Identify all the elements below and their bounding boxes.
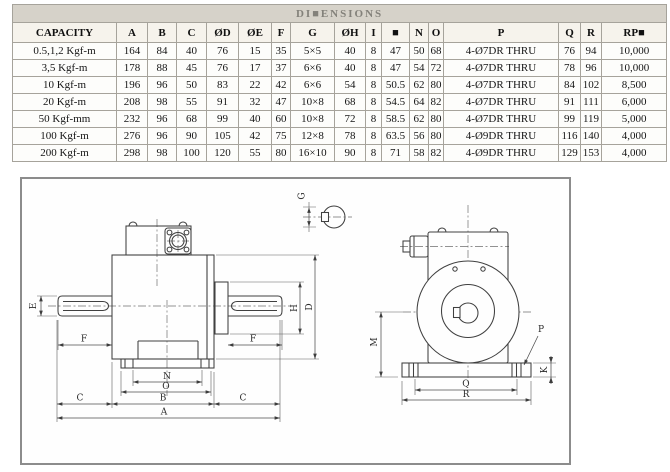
table-cell: 12×8 xyxy=(291,128,335,145)
dimensions-table xyxy=(12,4,667,162)
table-cell: 80 xyxy=(429,111,444,128)
table-cell: 76 xyxy=(559,43,581,60)
table-cell: 80 xyxy=(429,128,444,145)
table-cell: 90 xyxy=(335,145,366,162)
table-row xyxy=(13,111,667,128)
table-cell: 0.5,1,2 Kgf-m xyxy=(13,43,117,60)
pedestal xyxy=(138,341,198,359)
table-cell: 8 xyxy=(366,128,382,145)
table-cell: 8 xyxy=(366,145,382,162)
table-cell: 232 xyxy=(117,111,148,128)
box-bolt-left xyxy=(129,222,137,226)
table-cell: 200 Kgf-m xyxy=(13,145,117,162)
table-cell: 68 xyxy=(335,94,366,111)
dim-label-f-right: F xyxy=(249,334,257,345)
column-header: C xyxy=(177,23,207,43)
table-cell: 6×6 xyxy=(291,77,335,94)
shaft-collar xyxy=(215,282,228,334)
table-body xyxy=(13,43,667,162)
column-header: ØH xyxy=(335,23,366,43)
dim-label-c-left: C xyxy=(76,393,84,404)
table-cell: 6,000 xyxy=(602,94,667,111)
table-cell: 42 xyxy=(239,128,272,145)
column-header: N xyxy=(410,23,429,43)
dim-label-g: G xyxy=(297,192,308,200)
side-view-dimensions xyxy=(29,255,319,422)
table-cell: 4-Ø9DR THRU xyxy=(444,145,559,162)
table-cell: 22 xyxy=(239,77,272,94)
table-cell: 8 xyxy=(366,77,382,94)
table-cell: 68 xyxy=(429,43,444,60)
table-cell: 98 xyxy=(148,145,177,162)
dim-label-n: N xyxy=(163,372,171,382)
table-cell: 276 xyxy=(117,128,148,145)
table-cell: 55 xyxy=(177,94,207,111)
dim-label-r: R xyxy=(462,390,470,400)
column-header: F xyxy=(272,23,291,43)
table-cell: 99 xyxy=(207,111,239,128)
table-cell: 83 xyxy=(207,77,239,94)
table-cell: 98 xyxy=(148,94,177,111)
table-cell: 54 xyxy=(410,60,429,77)
table-cell: 40 xyxy=(335,43,366,60)
table-cell: 15 xyxy=(239,43,272,60)
column-header: CAPACITY xyxy=(13,23,117,43)
table-cell: 88 xyxy=(148,60,177,77)
dim-label-o: O xyxy=(162,382,170,392)
terminal-box xyxy=(126,226,191,255)
table-cell: 4,000 xyxy=(602,145,667,162)
table-cell: 64 xyxy=(410,94,429,111)
table-cell: 40 xyxy=(177,43,207,60)
table-cell: 10×8 xyxy=(291,111,335,128)
body-end-plate xyxy=(207,255,214,359)
table-row xyxy=(13,43,667,60)
table-cell: 50 xyxy=(177,77,207,94)
dim-label-m: M xyxy=(370,337,380,347)
table-cell: 99 xyxy=(559,111,581,128)
keyway-detail-dimensions xyxy=(298,192,317,232)
column-header: Q xyxy=(559,23,581,43)
column-header: O xyxy=(429,23,444,43)
table-cell: 119 xyxy=(581,111,602,128)
table-cell: 8 xyxy=(366,111,382,128)
table-cell: 91 xyxy=(207,94,239,111)
table-head xyxy=(13,5,667,43)
table-cell: 58.5 xyxy=(382,111,410,128)
table-cell: 62 xyxy=(410,77,429,94)
table-cell: 10 Kgf-m xyxy=(13,77,117,94)
column-header: I xyxy=(366,23,382,43)
keyway-slot xyxy=(322,213,329,222)
table-cell: 10,000 xyxy=(602,60,667,77)
table-cell: 47 xyxy=(382,43,410,60)
table-cell: 47 xyxy=(272,94,291,111)
table-cell: 91 xyxy=(559,94,581,111)
title-row xyxy=(13,5,667,23)
table-cell: 8,500 xyxy=(602,77,667,94)
table-cell: 78 xyxy=(559,60,581,77)
table-cell: 4-Ø7DR THRU xyxy=(444,60,559,77)
table-cell: 196 xyxy=(117,77,148,94)
dim-label-c-right: C xyxy=(239,393,247,404)
table-cell: 140 xyxy=(581,128,602,145)
table-cell: 80 xyxy=(272,145,291,162)
table-cell: 50.5 xyxy=(382,77,410,94)
dim-label-p: P xyxy=(537,325,545,335)
table-cell: 58 xyxy=(410,145,429,162)
table-cell: 5×5 xyxy=(291,43,335,60)
technical-drawing xyxy=(22,179,569,463)
table-cell: 50 Kgf-mm xyxy=(13,111,117,128)
table-cell: 164 xyxy=(117,43,148,60)
table-cell: 4-Ø7DR THRU xyxy=(444,77,559,94)
table-cell: 35 xyxy=(272,43,291,60)
dim-label-h: H xyxy=(290,304,300,312)
table-cell: 4-Ø7DR THRU xyxy=(444,43,559,60)
front-outer-circle xyxy=(417,261,519,363)
table-cell: 84 xyxy=(148,43,177,60)
table-cell: 102 xyxy=(581,77,602,94)
column-header: RP■ xyxy=(602,23,667,43)
header-row xyxy=(13,23,667,43)
table-cell: 72 xyxy=(335,111,366,128)
table-cell: 8 xyxy=(366,94,382,111)
dim-label-q: Q xyxy=(462,379,470,390)
table-cell: 16×10 xyxy=(291,145,335,162)
column-header: ■ xyxy=(382,23,410,43)
table-cell: 10,000 xyxy=(602,43,667,60)
table-cell: 37 xyxy=(272,60,291,77)
column-header: A xyxy=(117,23,148,43)
table-cell: 153 xyxy=(581,145,602,162)
table-cell: 178 xyxy=(117,60,148,77)
table-cell: 90 xyxy=(177,128,207,145)
dim-label-k: K xyxy=(540,366,550,374)
dim-label-a: A xyxy=(160,407,168,418)
table-title: DI■ENSIONS xyxy=(13,5,667,23)
table-cell: 76 xyxy=(207,60,239,77)
table-cell: 45 xyxy=(177,60,207,77)
table-cell: 78 xyxy=(335,128,366,145)
table-row xyxy=(13,145,667,162)
table-row xyxy=(13,77,667,94)
table-cell: 75 xyxy=(272,128,291,145)
table-cell: 68 xyxy=(177,111,207,128)
table-cell: 3,5 Kgf-m xyxy=(13,60,117,77)
table-cell: 84 xyxy=(559,77,581,94)
table-cell: 94 xyxy=(581,43,602,60)
column-header: ØE xyxy=(239,23,272,43)
dim-label-e: E xyxy=(29,302,39,310)
table-cell: 4,000 xyxy=(602,128,667,145)
table-cell: 40 xyxy=(335,60,366,77)
table-row xyxy=(13,128,667,145)
table-cell: 4-Ø7DR THRU xyxy=(444,94,559,111)
table-cell: 54 xyxy=(335,77,366,94)
column-header: G xyxy=(291,23,335,43)
dim-label-b: B xyxy=(159,393,167,404)
table-cell: 8 xyxy=(366,60,382,77)
table-cell: 6×6 xyxy=(291,60,335,77)
table-cell: 71 xyxy=(382,145,410,162)
dim-label-d: D xyxy=(305,303,315,311)
table-cell: 47 xyxy=(382,60,410,77)
table-cell: 96 xyxy=(148,128,177,145)
table-cell: 72 xyxy=(429,60,444,77)
table-cell: 129 xyxy=(559,145,581,162)
table-cell: 56 xyxy=(410,128,429,145)
dim-label-f-left: F xyxy=(80,334,88,345)
table-cell: 5,000 xyxy=(602,111,667,128)
table-cell: 82 xyxy=(429,94,444,111)
table-cell: 82 xyxy=(429,145,444,162)
column-header: B xyxy=(148,23,177,43)
table-row xyxy=(13,60,667,77)
side-view-body xyxy=(58,222,282,368)
column-header: R xyxy=(581,23,602,43)
column-header: ØD xyxy=(207,23,239,43)
table-cell: 50 xyxy=(410,43,429,60)
table-cell: 20 Kgf-m xyxy=(13,94,117,111)
sensor-body xyxy=(112,255,207,359)
box-bolt-right xyxy=(179,222,187,226)
table-cell: 55 xyxy=(239,145,272,162)
table-cell: 17 xyxy=(239,60,272,77)
table-cell: 208 xyxy=(117,94,148,111)
table-cell: 100 Kgf-m xyxy=(13,128,117,145)
column-header: P xyxy=(444,23,559,43)
table-cell: 100 xyxy=(177,145,207,162)
table-cell: 60 xyxy=(272,111,291,128)
base-plate-side xyxy=(121,359,214,368)
table-cell: 4-Ø9DR THRU xyxy=(444,128,559,145)
table-cell: 96 xyxy=(148,111,177,128)
table-cell: 4-Ø7DR THRU xyxy=(444,111,559,128)
table-cell: 40 xyxy=(239,111,272,128)
bore-keyway xyxy=(454,308,461,318)
table-row xyxy=(13,94,667,111)
front-view-body xyxy=(402,228,531,377)
table-cell: 80 xyxy=(429,77,444,94)
table-cell: 96 xyxy=(581,60,602,77)
table-cell: 8 xyxy=(366,43,382,60)
table-cell: 76 xyxy=(207,43,239,60)
table-cell: 116 xyxy=(559,128,581,145)
table-cell: 63.5 xyxy=(382,128,410,145)
table-cell: 42 xyxy=(272,77,291,94)
table-cell: 54.5 xyxy=(382,94,410,111)
table-cell: 111 xyxy=(581,94,602,111)
table-cell: 96 xyxy=(148,77,177,94)
table-cell: 62 xyxy=(410,111,429,128)
table-cell: 298 xyxy=(117,145,148,162)
drawing-frame xyxy=(20,177,571,465)
table-cell: 105 xyxy=(207,128,239,145)
table-cell: 32 xyxy=(239,94,272,111)
side-view-centerlines xyxy=(48,219,292,396)
table-cell: 10×8 xyxy=(291,94,335,111)
table-cell: 120 xyxy=(207,145,239,162)
